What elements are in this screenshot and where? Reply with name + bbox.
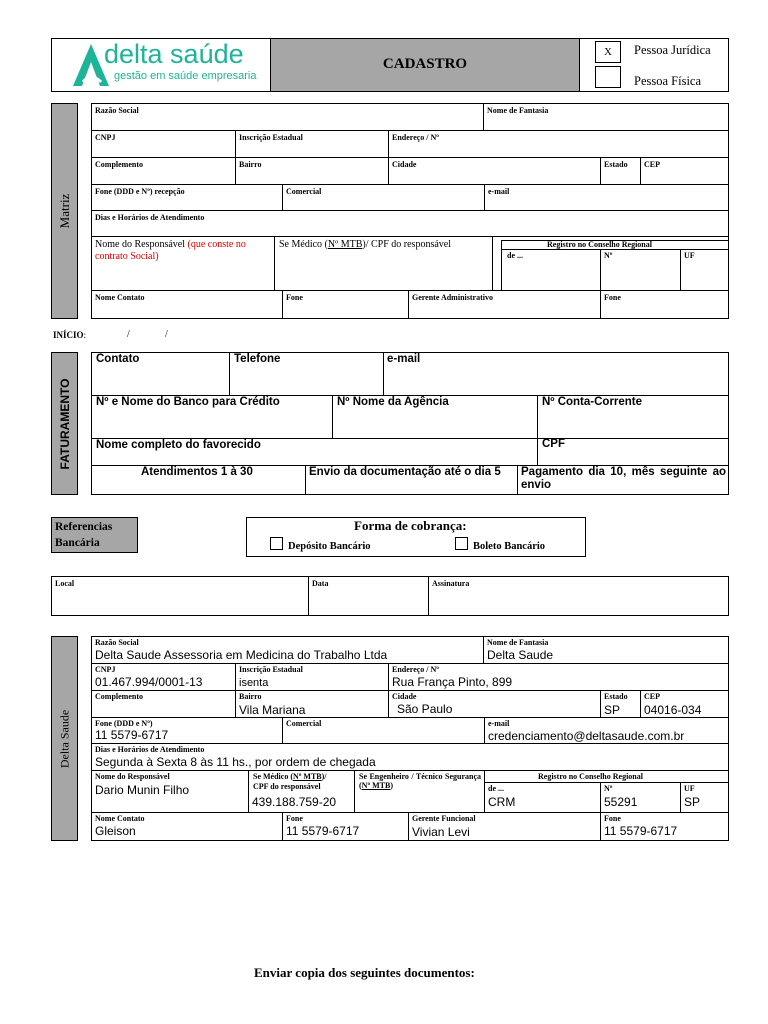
ds-cidade: São Paulo (397, 702, 453, 716)
ds-dias: Segunda à Sexta 8 às 11 hs., por ordem de chegada (95, 755, 376, 769)
pessoa-juridica-checkbox[interactable] (595, 41, 621, 63)
ds-gerente: Vivian Levi (412, 825, 470, 839)
pessoa-fisica-checkbox[interactable] (595, 66, 621, 88)
label-nome-responsavel: Nome do Responsável (que conste no contrato Social) (95, 239, 246, 262)
label-se-medico: Se Médico (Nº MTB)/ CPF do responsável (279, 239, 451, 250)
assinatura-form (51, 576, 729, 616)
label-assinatura: Assinatura (432, 579, 470, 588)
ds-contato: Gleison (95, 824, 136, 838)
label-gerente-adm: Gerente Administrativo (412, 293, 493, 302)
label-inscricao-estadual: Inscrição Estadual (239, 133, 303, 142)
ds-label-contato: Nome Contato (95, 814, 145, 823)
ds-label-fantasia: Nome de Fantasia (487, 638, 549, 647)
delta-saude-side-label: Delta Saude (51, 636, 78, 841)
ds-label-comercial: Comercial (286, 719, 322, 728)
label-cidade: Cidade (392, 160, 417, 169)
boleto-bancario-option[interactable]: Boleto Bancário (455, 537, 545, 552)
label-numero: Nº (604, 251, 613, 260)
label-uf: UF (684, 251, 695, 260)
forma-cobranca-title: Forma de cobrança: (354, 518, 467, 533)
page-title: CADASTRO (382, 56, 468, 72)
ds-label-email: e-mail (488, 719, 510, 728)
ds-num: 55291 (604, 795, 638, 809)
pessoa-fisica-label: Pessoa Física (634, 74, 702, 88)
label-favorecido: Nome completo do favorecido (96, 439, 261, 451)
label-pagamento: Pagamento dia 10, mês seguinte ao envio (521, 466, 726, 491)
ds-label-endereco: Endereço / Nº (392, 665, 439, 674)
ds-razao-social: Delta Saude Assessoria em Medicina do Trabalho Ltda (95, 648, 388, 662)
label-estado: Estado (604, 160, 628, 169)
pessoa-juridica-label: Pessoa Jurídica (634, 43, 711, 57)
ds-label-de: de ... (488, 784, 504, 793)
label-agencia: Nº Nome da Agência (337, 396, 449, 408)
ds-fantasia: Delta Saude (487, 648, 554, 662)
ds-endereco: Rua França Pinto, 899 (392, 675, 513, 689)
label-de: de ... (507, 251, 523, 260)
label-data: Data (312, 579, 329, 588)
ds-label-bairro: Bairro (239, 692, 262, 701)
label-envio: Envio da documentação até o dia 5 (309, 466, 501, 478)
ds-label-fone: Fone (DDD e Nº) (95, 719, 153, 728)
ds-label-cnpj: CNPJ (95, 665, 116, 674)
ds-label-se-medico: Se Médico (Nº MTB)/ (253, 772, 327, 781)
ds-label-ie: Inscrição Estadual (239, 665, 303, 674)
label-que-conste: (que conste no contrato Social) (95, 239, 246, 262)
ds-cep: 04016-034 (644, 703, 702, 717)
ds-label-gerente: Gerente Funcional (412, 814, 476, 823)
deposito-bancario-option[interactable]: Depósito Bancário (270, 537, 371, 552)
label-cpf-fat: CPF (542, 438, 565, 450)
referencias-bancaria-label: Referencias Bancária (51, 517, 138, 553)
ds-label-estado: Estado (604, 692, 628, 701)
ds-estado: SP (604, 703, 621, 717)
label-razao-social: Razão Social (95, 106, 139, 115)
logo-tagline: gestão em saúde empresaria (114, 70, 257, 82)
ds-label-fone2: Fone (286, 814, 303, 823)
label-comercial: Comercial (286, 187, 322, 196)
ds-uf: SP (684, 795, 701, 809)
ds-fone2: 11 5579-6717 (286, 824, 360, 838)
logo (52, 39, 270, 91)
ds-label-cep: CEP (644, 692, 660, 701)
label-dias-horarios: Dias e Horários de Atendimento (95, 213, 205, 222)
label-telefone: Telefone (234, 353, 281, 365)
inicio-line: INÍCIO: (53, 330, 87, 340)
label-nome-contato: Nome Contato (95, 293, 145, 302)
label-email: e-mail (488, 187, 510, 196)
label-registro-conselho: Registro no Conselho Regional (547, 240, 652, 249)
ds-fone3: 11 5579-6717 (604, 824, 678, 838)
label-nome-fantasia: Nome de Fantasia (487, 106, 549, 115)
label-fone-2: Fone (604, 293, 621, 302)
label-fone-recepcao: Fone (DDD e Nº) recepção (95, 187, 185, 196)
deposito-checkbox[interactable] (270, 537, 283, 550)
ds-label-uf: UF (684, 784, 695, 793)
ds-label-complemento: Complemento (95, 692, 143, 701)
label-cep: CEP (644, 160, 660, 169)
label-cnpj: CNPJ (95, 133, 116, 142)
ds-label-razao-social: Razão Social (95, 638, 139, 647)
ds-email: credenciamento@deltasaude.com.br (488, 729, 685, 743)
ds-de: CRM (488, 795, 516, 809)
inicio-slash-2: / (165, 329, 168, 340)
ds-label-num: Nº (604, 784, 613, 793)
ds-label-engenheiro: Se Engenheiro / Técnico Segurança (Nº MTB) (359, 772, 481, 790)
label-complemento: Complemento (95, 160, 143, 169)
label-atendimentos: Atendimentos 1 à 30 (141, 466, 253, 478)
ds-responsavel: Dario Munin Filho (95, 783, 190, 797)
label-fone: Fone (286, 293, 303, 302)
label-email-fat: e-mail (387, 353, 421, 365)
inicio-slash-1: / (127, 329, 130, 340)
ds-label-cidade: Cidade (392, 692, 417, 701)
ds-bairro: Vila Mariana (239, 703, 306, 717)
ds-ie: isenta (239, 677, 269, 689)
ds-cnpj: 01.467.994/0001-13 (95, 675, 203, 689)
label-bairro: Bairro (239, 160, 262, 169)
logo-name: delta saúde (104, 39, 244, 69)
label-banco: Nº e Nome do Banco para Crédito (96, 396, 280, 408)
check-mark: X (604, 46, 612, 58)
ds-label-fone3: Fone (604, 814, 621, 823)
ds-label-dias: Dias e Horários de Atendimento (95, 745, 205, 754)
ds-label-registro: Registro no Conselho Regional (538, 772, 643, 781)
label-local: Local (55, 579, 75, 588)
ds-cpf: 439.188.759-20 (252, 795, 337, 809)
ds-label-cpf-responsavel: CPF do responsável (253, 782, 321, 791)
faturamento-side-label: FATURAMENTO (51, 352, 78, 495)
title-cell (270, 39, 580, 91)
matriz-side-label: Matriz (51, 103, 78, 319)
label-endereco: Endereço / Nº (392, 133, 439, 142)
ds-label-responsavel: Nome do Responsável (95, 772, 170, 781)
ds-fone: 11 5579-6717 (95, 728, 169, 742)
boleto-checkbox[interactable] (455, 537, 468, 550)
label-conta: Nº Conta-Corrente (542, 396, 643, 408)
label-contato: Contato (96, 353, 140, 365)
enviar-documentos-heading: Enviar copia dos seguintes documentos: (254, 965, 475, 980)
